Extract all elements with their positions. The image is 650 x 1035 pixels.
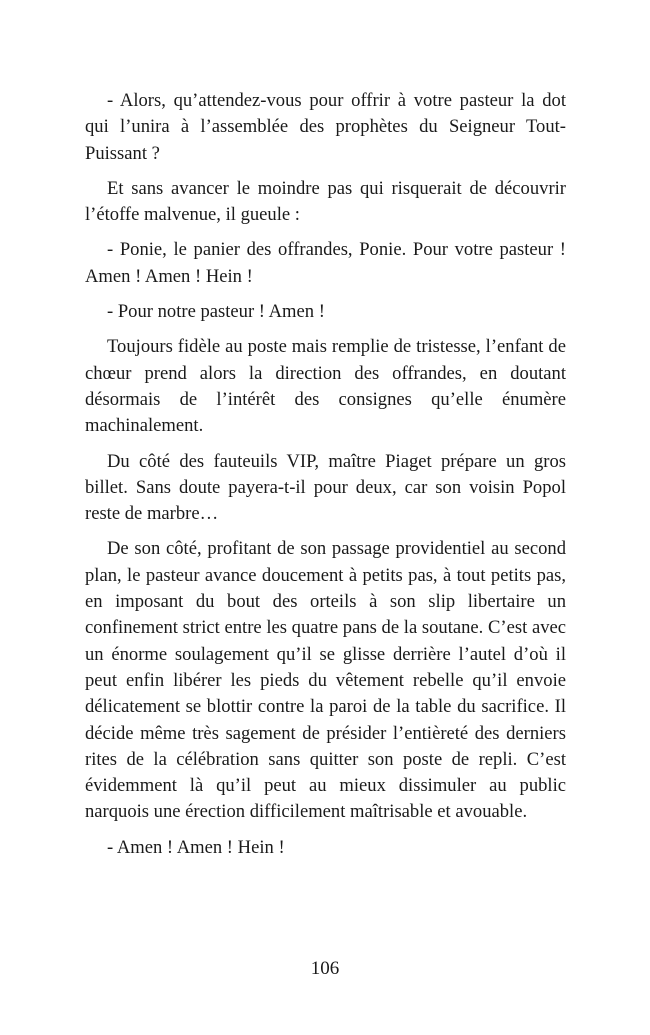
paragraph-7: De son côté, profitant de son passage providentiel au second plan, le pasteur avance doucement à petits pas, à tout petits pas, en imposant du bout des orteils à son slip libertaire un confinement strict entre les quatre pans de la soutane. C’est avec un énorme soulagement qu’il se glisse derrière l’autel d’où il peut enfin libérer les pieds du vêtement rebelle qu’il envoie délicatement se blottir contre la paroi de la table du sacrifice. Il décide même très sagement de présider l’entièreté des derniers rites de la célébration sans quitter son poste de repli. C’est évidemment là qu’il peut au mieux dissimuler au public narquois une érection difficilement maîtrisable et avouable. — [85, 538, 566, 823]
paragraph-4: - Pour notre pasteur ! Amen ! — [107, 301, 325, 323]
paragraph-1: - Alors, qu’attendez-vous pour offrir à votre pasteur la dot qui l’unira à l’assemblée des prophètes du Seigneur Tout-Puissant ? — [85, 90, 566, 164]
paragraph-8: - Amen ! Amen ! Hein ! — [107, 836, 285, 858]
paragraph-3: - Ponie, le panier des offrandes, Ponie. Pour votre pasteur ! Amen ! Amen ! Hein ! — [85, 239, 566, 287]
paragraph-2: Et sans avancer le moindre pas qui risquerait de découvrir l’étoffe malvenue, il gueule : — [85, 177, 566, 226]
page-number: 106 — [310, 958, 340, 979]
paragraph-6: Du côté des fauteuils VIP, maître Piaget prépare un gros billet. Sans doute payera-t-il pour deux, car son voisin Popol reste de marbre… — [85, 450, 566, 525]
paragraph-5: Toujours fidèle au poste mais remplie de tristesse, l’enfant de chœur prend alors la direction des offrandes, en doutant désormais de l’intérêt des consignes qu’elle énumère machinalement. — [85, 336, 566, 437]
page-body — [85, 88, 566, 870]
